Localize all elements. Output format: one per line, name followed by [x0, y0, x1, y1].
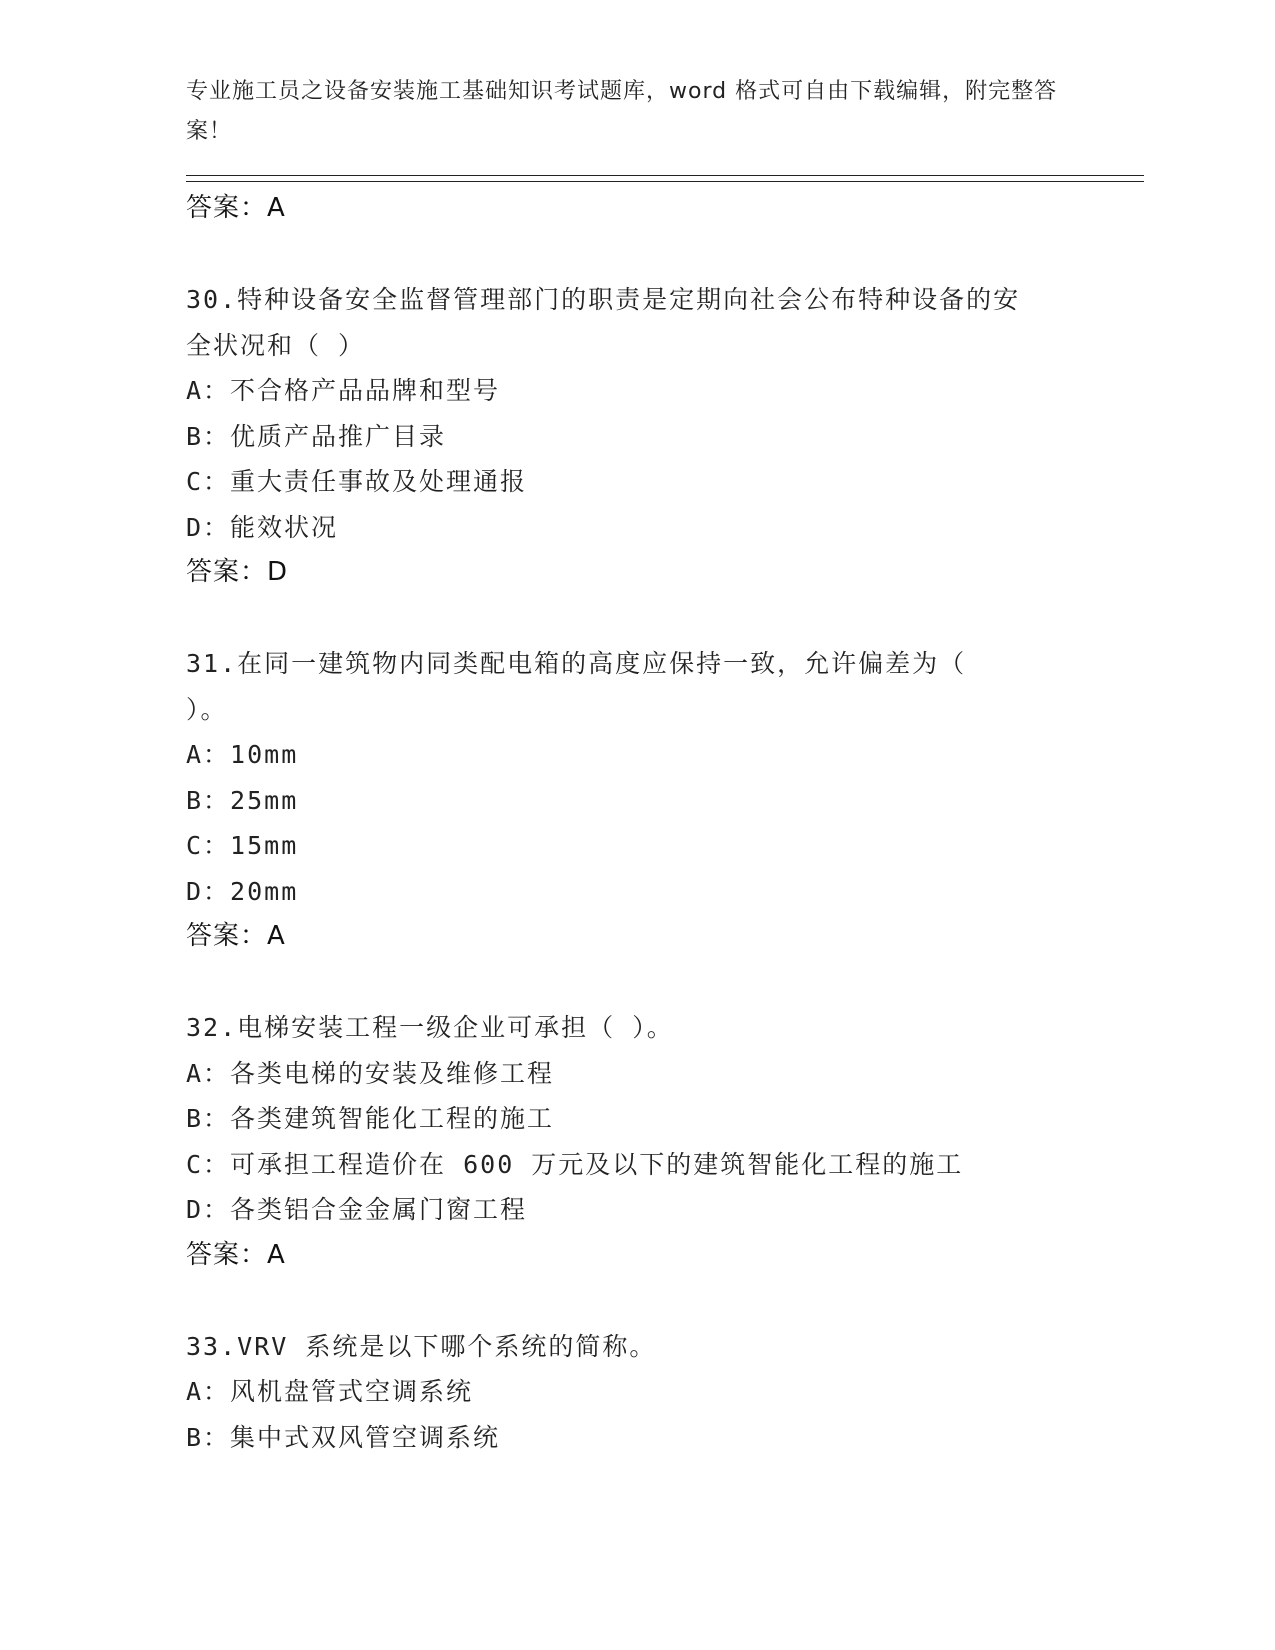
spacer — [186, 1278, 1086, 1324]
question-stem: 32.电梯安装工程一级企业可承担（ ）。 — [186, 1013, 674, 1042]
option-c: C：重大责任事故及处理通报 — [186, 467, 528, 496]
answer: 答案：D — [186, 557, 289, 587]
option-a: A：10mm — [186, 740, 299, 769]
answer: 答案：A — [186, 1239, 286, 1270]
spacer — [186, 960, 1086, 1006]
option-d: D：能效状况 — [186, 512, 339, 542]
option-d: D：各类铝合金金属门窗工程 — [186, 1195, 528, 1224]
question-stem: 31.在同一建筑物内同类配电箱的高度应保持一致，允许偏差为（ ）。 — [186, 649, 967, 724]
question-list — [186, 186, 1086, 1460]
question-30 — [186, 277, 1086, 596]
header-rule-top — [186, 175, 1144, 176]
option-b: B：优质产品推广目录 — [186, 421, 447, 451]
previous-answer: 答案：A — [186, 193, 286, 223]
question-stem: 30.特种设备安全监督管理部门的职责是定期向社会公布特种设备的安全状况和（ ） — [186, 285, 1021, 360]
question-32 — [186, 1005, 1086, 1278]
question-31 — [186, 641, 1086, 960]
spacer — [186, 232, 1086, 278]
option-b: B：25mm — [186, 785, 299, 815]
option-b: B：集中式双风管空调系统 — [186, 1422, 501, 1452]
question-stem: 33.VRV 系统是以下哪个系统的简称。 — [186, 1331, 657, 1361]
option-c: C：可承担工程造价在 600 万元及以下的建筑智能化工程的施工 — [186, 1149, 964, 1179]
spacer — [186, 596, 1086, 642]
option-a: A：风机盘管式空调系统 — [186, 1377, 474, 1406]
header-rule-bottom — [186, 181, 1144, 182]
option-b: B：各类建筑智能化工程的施工 — [186, 1104, 555, 1133]
option-d: D：20mm — [186, 876, 299, 906]
option-a: A：各类电梯的安装及维修工程 — [186, 1058, 555, 1088]
option-c: C：15mm — [186, 831, 299, 860]
question-33 — [186, 1324, 1086, 1461]
answer: 答案：A — [186, 921, 286, 951]
option-a: A：不合格产品品牌和型号 — [186, 376, 501, 405]
document-header: 专业施工员之设备安装施工基础知识考试题库，word 格式可自由下载编辑，附完整答案！ — [186, 79, 1058, 144]
